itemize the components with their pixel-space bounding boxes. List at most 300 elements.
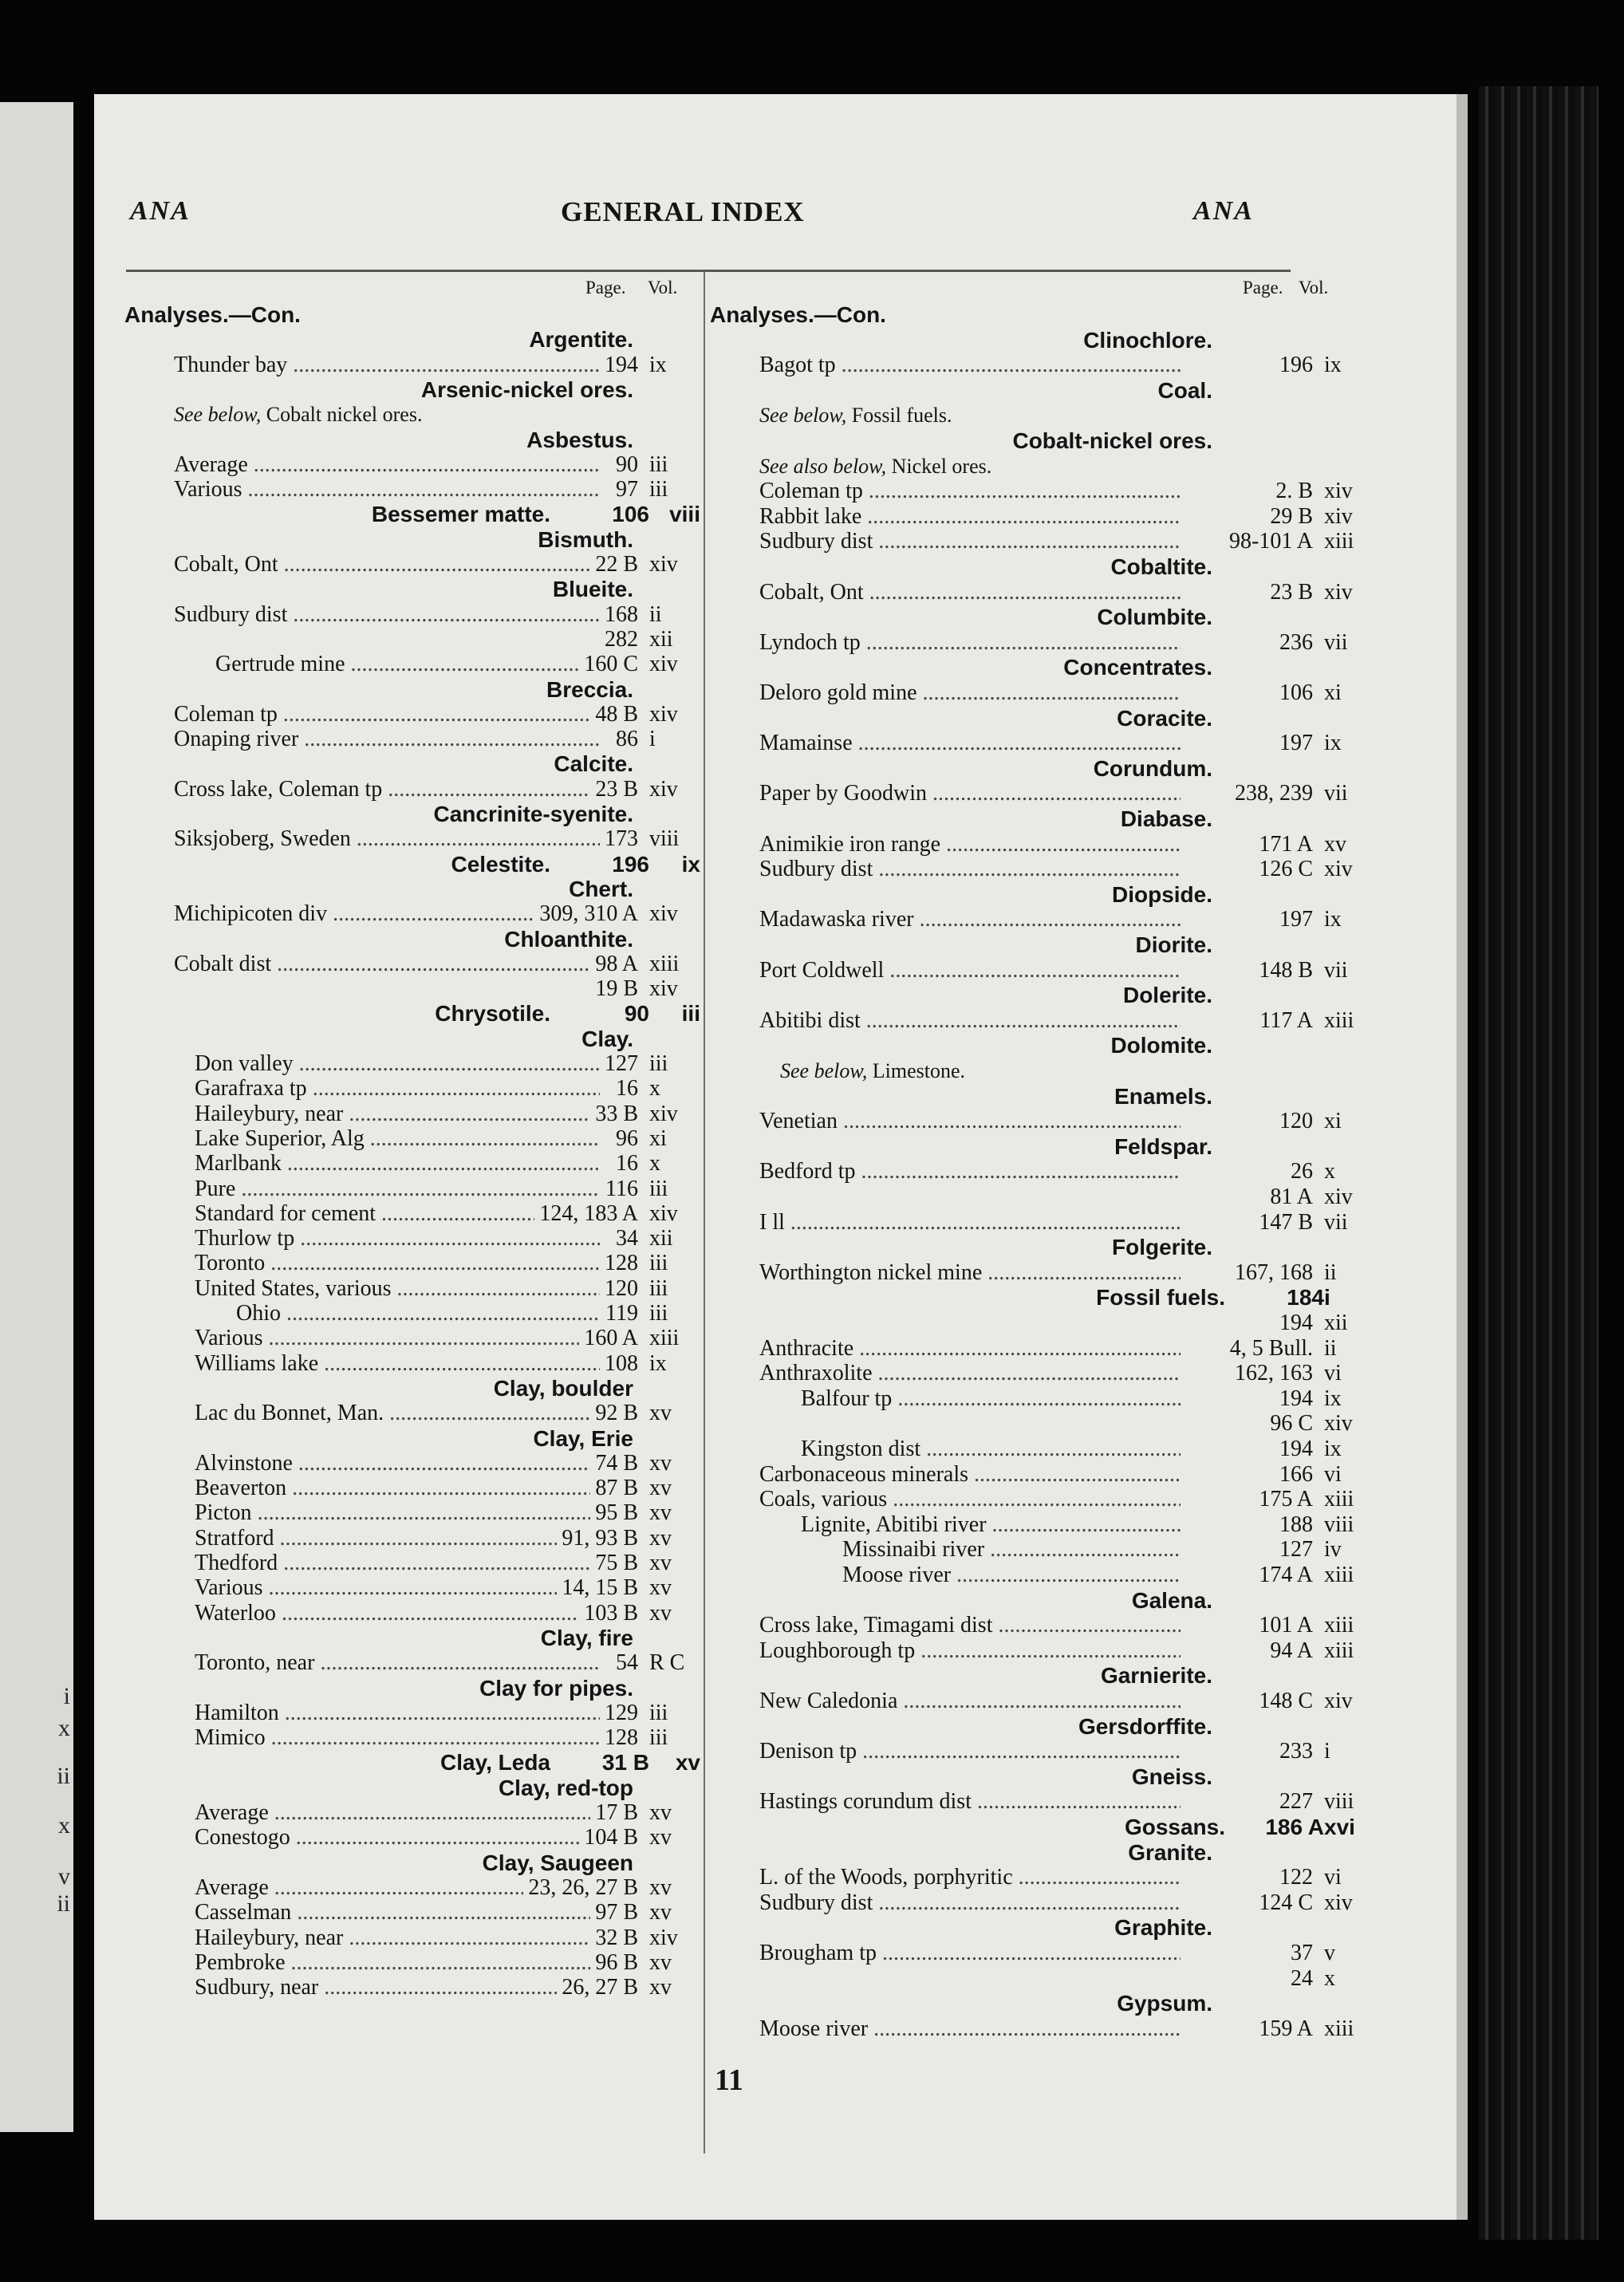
- mineral-heading: Celestite.: [451, 851, 550, 877]
- index-cont-line: [710, 1411, 1353, 1437]
- mineral-heading: Feldspar.: [1114, 1133, 1212, 1159]
- mineral-heading: Breccia.: [546, 676, 633, 702]
- page-ref: 120: [1275, 1109, 1313, 1133]
- page-ref: 48 B: [590, 703, 638, 727]
- index-heading-line: [124, 1377, 700, 1401]
- page-ref: 128: [600, 1726, 638, 1750]
- vol-ref: xiv: [1324, 1411, 1353, 1437]
- index-entry-line: [710, 1511, 1354, 1537]
- index-entry-line: [710, 680, 1342, 705]
- vol-ref: ix: [1324, 353, 1342, 378]
- vol-ref: i: [1324, 1739, 1330, 1764]
- see-italic: See also below,: [759, 454, 887, 478]
- vol-ref: xiv: [649, 1101, 678, 1126]
- page-ref: 171 A: [1254, 833, 1313, 857]
- mineral-heading: Clay, Saugeen: [482, 1850, 633, 1875]
- page-ref: 106: [612, 502, 649, 527]
- index-entry-line: [710, 1890, 1353, 1915]
- vol-ref: viii: [1324, 1511, 1354, 1537]
- entry-label: Ohio .....: [236, 1302, 600, 1326]
- page-ref: 4, 5 Bull.: [1225, 1337, 1313, 1361]
- vol-ref: i: [649, 727, 656, 752]
- vol-ref: xi: [1324, 1109, 1342, 1134]
- index-entry-line: [710, 353, 1342, 378]
- entry-label: Gertrude mine .....: [215, 652, 600, 676]
- mineral-heading: Graphite.: [1114, 1915, 1212, 1941]
- page-ref: 97 B: [590, 1901, 638, 1925]
- entry-label: New Caledonia .....: [759, 1689, 1181, 1713]
- index-entry-line: [710, 1689, 1353, 1713]
- vol-ref: vi: [1324, 1461, 1342, 1487]
- entry-label: Beaverton .....: [195, 1476, 600, 1500]
- vol-ref: xiii: [1324, 1487, 1354, 1512]
- vol-ref: xiv: [649, 552, 678, 577]
- vol-ref: xiii: [1324, 1007, 1354, 1033]
- page-ref: 238, 239: [1230, 782, 1313, 806]
- page-ref: 23 B: [590, 778, 638, 802]
- vol-ref: xiii: [1324, 1563, 1354, 1587]
- index-entry-line: [124, 1876, 700, 1900]
- index-entry-line: [124, 353, 700, 377]
- mineral-heading: Diorite.: [1135, 932, 1212, 957]
- vol-ref: xiv: [649, 652, 678, 677]
- entry-label: Moose river .....: [842, 1563, 1181, 1587]
- page-ref: 96 B: [590, 1951, 638, 1975]
- vol-ref: xv: [649, 1401, 672, 1426]
- entry-label: Alvinstone .....: [195, 1452, 600, 1476]
- index-entry-line: [710, 1739, 1330, 1764]
- see-italic: See below,: [780, 1059, 868, 1082]
- index-heading-line: [124, 752, 700, 776]
- index-heading-line: [124, 1027, 700, 1051]
- index-entry-line: [710, 529, 1354, 554]
- page-ref: 127: [600, 1052, 638, 1076]
- page-ref: 188: [1275, 1513, 1313, 1537]
- entry-label: Animikie iron range .....: [759, 833, 1181, 857]
- index-entry-line: [124, 1202, 700, 1226]
- page-ref: 75 B: [590, 1551, 638, 1575]
- index-cont-line: [710, 1965, 1335, 1991]
- mineral-heading: Bismuth.: [538, 526, 633, 552]
- index-entry-line: [124, 1052, 700, 1076]
- page-ref: 119: [601, 1302, 638, 1326]
- mineral-heading: Coracite.: [1117, 705, 1212, 731]
- page-ref: 23 B: [1265, 581, 1313, 605]
- mineral-heading: Columbite.: [1097, 605, 1212, 630]
- page-ref: 117 A: [1255, 1009, 1313, 1033]
- index-entry-line: [710, 1613, 1354, 1638]
- entry-label: Garafraxa tp .....: [195, 1077, 600, 1101]
- index-entry-line: [124, 1102, 700, 1126]
- vol-ref: iii: [681, 1001, 700, 1027]
- index-entry-line: [710, 1385, 1342, 1411]
- page-ref: 196: [1275, 353, 1313, 377]
- vol-ref: xv: [1324, 831, 1346, 857]
- see-reference: [174, 403, 422, 427]
- vol-ref: xiii: [1324, 2016, 1354, 2041]
- margin-mark: v: [58, 1863, 70, 1890]
- vol-ref: xii: [649, 626, 673, 652]
- vol-ref: iii: [649, 1301, 668, 1326]
- page-ref: 148 B: [1254, 959, 1313, 983]
- vol-ref: xiv: [1324, 503, 1353, 529]
- vol-ref: xii: [1324, 1310, 1348, 1335]
- page-ref: 159 A: [1254, 2017, 1313, 2041]
- mineral-heading: Clay, boulder: [493, 1375, 633, 1401]
- page-ref: 162, 163: [1230, 1362, 1313, 1385]
- page-ref: 160 A: [579, 1326, 638, 1350]
- vol-ref: ii: [1324, 1335, 1337, 1361]
- page-ref: 98-101 A: [1224, 530, 1313, 554]
- entry-label: Lyndoch tp .....: [759, 631, 1181, 655]
- index-entry-line: [124, 1152, 700, 1176]
- page-ref: 236: [1275, 631, 1313, 655]
- entry-label: I ll .....: [759, 1211, 1181, 1235]
- entry-label: Sudbury dist .....: [759, 530, 1181, 554]
- index-entry-line: [710, 1437, 1342, 1461]
- entry-label: Brougham tp .....: [759, 1941, 1181, 1965]
- entry-label: Worthington nickel mine .....: [759, 1261, 1181, 1285]
- entry-label: Toronto, near .....: [195, 1651, 600, 1675]
- entry-label: Bagot tp .....: [759, 353, 1181, 377]
- entry-label: Thunder bay .....: [174, 353, 600, 377]
- index-entry-line: [124, 1726, 700, 1750]
- index-entry-line: [124, 603, 700, 627]
- vol-ref: ii: [649, 601, 662, 627]
- page-ref: 173: [600, 827, 638, 851]
- index-heading-line: [710, 757, 1300, 781]
- page-ref: 22 B: [590, 553, 638, 577]
- vol-ref: xiii: [1324, 1613, 1354, 1638]
- vol-ref: xv: [649, 1600, 672, 1626]
- vol-ref: xv: [649, 1949, 672, 1975]
- page-ref: 116: [601, 1177, 638, 1201]
- entry-label: Lake Superior, Alg .....: [195, 1127, 600, 1151]
- mineral-heading: Clay, Erie: [533, 1425, 633, 1451]
- vol-ref: xv: [649, 1551, 672, 1575]
- entry-label: Missinaibi river .....: [842, 1538, 1181, 1562]
- vol-column-heading: Vol.: [648, 278, 678, 298]
- entry-label: Kingston dist .....: [801, 1437, 1181, 1461]
- page-ref: 196: [612, 851, 649, 877]
- page-ref: 148 C: [1254, 1689, 1313, 1713]
- page-ref: 194: [1275, 1311, 1313, 1335]
- vol-ref: xv: [649, 1900, 672, 1925]
- mineral-heading: Chert.: [569, 876, 633, 901]
- index-heading-line: [124, 678, 700, 702]
- index-entry-line: [124, 902, 700, 926]
- index-entry-line: [124, 1127, 700, 1151]
- entry-label: Average .....: [195, 1876, 600, 1900]
- mineral-heading: Dolomite.: [1110, 1033, 1212, 1058]
- see-target: Fossil fuels.: [851, 404, 952, 428]
- see-reference: [759, 455, 991, 479]
- vol-ref: ix: [649, 1350, 667, 1376]
- entry-label: Cobalt dist .....: [174, 952, 600, 976]
- entry-label: Venetian .....: [759, 1109, 1181, 1133]
- index-entry-line: [710, 2016, 1354, 2041]
- running-head-left: ANA: [130, 196, 191, 226]
- index-heading-line: [710, 1765, 1300, 1789]
- running-head-right: ANA: [1193, 196, 1254, 226]
- index-entry-line: [124, 553, 700, 577]
- index-note-line: [710, 404, 1300, 428]
- entry-label: Various .....: [174, 478, 600, 502]
- entry-label: Madawaska river .....: [759, 908, 1181, 932]
- column-headings: [124, 278, 700, 302]
- mineral-heading: Corundum.: [1093, 755, 1212, 781]
- index-heading-line: [710, 329, 1300, 353]
- vol-ref: xiv: [1324, 1890, 1353, 1915]
- page-ref: 104 B: [579, 1826, 638, 1850]
- page-ref: 168: [600, 603, 638, 627]
- index-entry-line: [710, 1007, 1354, 1033]
- index-entry-line: [124, 727, 700, 751]
- vol-ref: xv: [649, 1975, 672, 2000]
- vol-ref: xiv: [649, 776, 678, 802]
- vol-ref: xv: [649, 1825, 672, 1850]
- index-heading-line: [710, 1841, 1300, 1865]
- index-entry-line: [710, 1335, 1337, 1361]
- mineral-heading: Bessemer matte.: [371, 502, 550, 527]
- vol-ref: iii: [649, 1051, 668, 1076]
- see-reference: [759, 404, 952, 428]
- index-note-line: [710, 1059, 1300, 1083]
- vol-ref: iii: [649, 1275, 668, 1301]
- page-ref: 175 A: [1254, 1488, 1313, 1511]
- entry-label: Standard for cement .....: [195, 1202, 600, 1226]
- see-italic: See below,: [174, 403, 262, 427]
- page-ref: 87 B: [590, 1476, 638, 1500]
- index-heading-line: [710, 605, 1300, 629]
- index-entry-line: [710, 907, 1342, 932]
- mineral-heading: Clay, Leda: [440, 1750, 550, 1776]
- page-ref: 197: [1275, 731, 1313, 755]
- entry-label: Williams lake .....: [195, 1352, 600, 1376]
- page-column-heading: Page.: [1243, 278, 1283, 298]
- mineral-heading: Gneiss.: [1131, 1764, 1212, 1789]
- mineral-heading: Clay for pipes.: [479, 1675, 633, 1701]
- mineral-heading: Fossil fuels.: [1096, 1285, 1225, 1310]
- index-entry-line: [124, 1602, 700, 1626]
- page-ref: 101 A: [1254, 1614, 1313, 1638]
- vol-ref: iii: [649, 451, 668, 477]
- index-heading-line: [710, 1589, 1300, 1613]
- index-group-line: [710, 303, 1300, 327]
- index-heading-line: [124, 503, 700, 526]
- page-ref: 23, 26, 27 B: [523, 1876, 638, 1900]
- index-heading-line: [124, 528, 700, 552]
- vol-ref: xiv: [1324, 857, 1353, 882]
- entry-label: Thedford .....: [195, 1551, 600, 1575]
- index-group-line: [124, 303, 700, 327]
- vol-ref: xv: [675, 1750, 700, 1776]
- index-heading-line: [710, 1715, 1300, 1739]
- vol-ref: xiv: [1324, 1184, 1353, 1209]
- group-heading: Analyses.—Con.: [124, 302, 301, 327]
- entry-label: Mamainse .....: [759, 731, 1181, 755]
- page-ref: 26, 27 B: [557, 1976, 638, 2000]
- entry-label: Sudbury dist .....: [759, 857, 1181, 881]
- vol-ref: xv: [649, 1476, 672, 1501]
- page-ref: 92 B: [590, 1401, 638, 1425]
- vol-ref: ix: [649, 352, 667, 377]
- index-heading-line: [124, 1427, 700, 1451]
- entry-label: Marlbank .....: [195, 1152, 600, 1176]
- index-entry-line: [710, 1159, 1335, 1184]
- entry-label: Haileybury, near .....: [195, 1102, 600, 1126]
- index-heading-line: [710, 707, 1300, 731]
- index-entry-line: [124, 1926, 700, 1950]
- entry-label: Pure .....: [195, 1177, 600, 1201]
- index-heading-line: [710, 429, 1300, 453]
- vol-ref: ix: [1324, 907, 1342, 932]
- mineral-heading: Cobaltite.: [1110, 554, 1212, 579]
- entry-label: Coleman tp .....: [759, 479, 1181, 503]
- mineral-heading: Chrysotile.: [435, 1001, 550, 1027]
- mineral-heading: Blueite.: [552, 577, 633, 602]
- see-target: Limestone.: [872, 1059, 966, 1082]
- mineral-heading: Enamels.: [1114, 1083, 1212, 1109]
- mineral-heading: Cobalt-nickel ores.: [1012, 428, 1212, 453]
- entry-label: Moose river .....: [759, 2017, 1181, 2041]
- entry-label: Thurlow tp .....: [195, 1227, 600, 1251]
- page-ref: 126 C: [1254, 857, 1313, 881]
- index-note-line: [710, 455, 1300, 479]
- index-entry-line: [710, 1638, 1354, 1663]
- vol-ref: x: [1324, 1159, 1335, 1184]
- vol-ref: iii: [649, 1725, 668, 1751]
- vol-ref: xv: [649, 1874, 672, 1900]
- index-entry-line: [710, 857, 1353, 882]
- page-ref: 96: [611, 1127, 638, 1151]
- page-ref: 34: [611, 1227, 638, 1251]
- page-ref: 186 A: [1265, 1815, 1324, 1839]
- column-divider: [704, 271, 705, 2154]
- page-ref: 128: [600, 1251, 638, 1275]
- vol-ref: xv: [649, 1525, 672, 1551]
- page-ref: 160 C: [579, 652, 638, 676]
- index-cont-line: [124, 628, 700, 652]
- index-entry-line: [710, 731, 1342, 756]
- page-ref: 122: [1275, 1866, 1313, 1890]
- entry-label: Haileybury, near .....: [195, 1926, 600, 1950]
- page-ref: 194: [600, 353, 638, 377]
- vol-ref: xiii: [1324, 1638, 1354, 1663]
- vol-ref: xiii: [649, 1326, 680, 1351]
- vol-ref: iii: [649, 1251, 668, 1276]
- entry-label: Anthraxolite .....: [759, 1362, 1181, 1385]
- vol-ref: xv: [649, 1500, 672, 1526]
- book-page-edges: [1479, 86, 1598, 2240]
- index-entry-line: [124, 1551, 700, 1575]
- index-cont-line: [124, 977, 700, 1001]
- index-heading-line: [124, 428, 700, 452]
- index-heading-line: [710, 1085, 1300, 1109]
- entry-label: Cobalt, Ont .....: [174, 553, 600, 577]
- page-ref: 97: [611, 478, 638, 502]
- mineral-heading: Clay, red-top: [498, 1775, 633, 1800]
- index-entry-line: [710, 479, 1353, 504]
- page-ref: 2. B: [1271, 479, 1313, 503]
- page-ref: 174 A: [1254, 1563, 1313, 1587]
- vol-ref: ix: [1324, 1385, 1342, 1411]
- index-entry-line: [124, 778, 700, 802]
- margin-mark: x: [58, 1715, 70, 1741]
- vol-ref: iii: [649, 1700, 668, 1725]
- index-entry-line: [124, 1801, 700, 1825]
- index-entry-line: [124, 827, 700, 851]
- index-entry-line: [124, 1501, 700, 1525]
- index-entry-line: [124, 1452, 700, 1476]
- index-entry-line: [124, 1277, 700, 1301]
- entry-label: Sudbury, near .....: [195, 1976, 600, 2000]
- vol-ref: xv: [649, 1450, 672, 1476]
- mineral-heading: Cancrinite-syenite.: [433, 802, 633, 826]
- index-entry-line: [710, 1563, 1354, 1587]
- index-entry-line: [710, 1361, 1342, 1386]
- index-heading-line: [710, 555, 1300, 579]
- mineral-heading: Concentrates.: [1063, 655, 1212, 680]
- page-ref: 26: [1286, 1160, 1313, 1184]
- mineral-heading: Clinochlore.: [1083, 327, 1212, 353]
- page-ref: 90: [611, 453, 638, 477]
- entry-label: Hastings corundum dist .....: [759, 1790, 1181, 1814]
- see-target: Cobalt nickel ores.: [266, 403, 423, 427]
- page-ref: 147 B: [1254, 1211, 1313, 1235]
- margin-mark: ii: [57, 1890, 70, 1917]
- page-ref: 309, 310 A: [534, 902, 638, 926]
- index-entry-line: [124, 1302, 700, 1326]
- mineral-heading: Granite.: [1128, 1839, 1212, 1865]
- index-entry-line: [710, 1487, 1354, 1512]
- index-heading-line: [710, 379, 1300, 403]
- index-heading-line: [710, 883, 1300, 907]
- mineral-heading: Galena.: [1131, 1587, 1212, 1613]
- index-entry-line: [710, 957, 1348, 983]
- index-cont-line: [710, 1310, 1348, 1335]
- page-ref: 197: [1275, 908, 1313, 932]
- index-entry-line: [124, 1227, 700, 1251]
- entry-label: Lac du Bonnet, Man. .....: [195, 1401, 600, 1425]
- page-ref: 24: [1286, 1967, 1313, 1991]
- mineral-heading: Clay.: [581, 1026, 633, 1051]
- entry-label: Anthracite .....: [759, 1337, 1181, 1361]
- entry-label: Average .....: [174, 453, 600, 477]
- see-italic: See below,: [759, 404, 847, 428]
- index-entry-line: [710, 629, 1348, 655]
- index-heading-line: [710, 656, 1300, 680]
- entry-label: Casselman .....: [195, 1901, 600, 1925]
- mineral-heading: Arsenic-nickel ores.: [420, 376, 633, 402]
- entry-label: Sudbury dist .....: [174, 603, 600, 627]
- index-entry-line: [124, 478, 700, 502]
- index-entry-line: [124, 952, 700, 976]
- vol-ref: xiv: [649, 701, 678, 727]
- page-ref: 282: [600, 628, 638, 652]
- entry-label: Waterloo .....: [195, 1602, 600, 1626]
- entry-label: United States, various .....: [195, 1277, 600, 1301]
- index-entry-line: [710, 1537, 1342, 1563]
- entry-label: Onaping river .....: [174, 727, 600, 751]
- index-heading-line: Fossil fuels. 184 i: [1096, 1285, 1330, 1310]
- vol-ref: xiv: [1324, 579, 1353, 605]
- index-heading-line: [124, 928, 700, 952]
- index-entry-line: [710, 1789, 1354, 1815]
- margin-mark: x: [58, 1812, 70, 1839]
- vol-ref: x: [649, 1076, 660, 1102]
- page-ref: 19 B: [590, 977, 638, 1001]
